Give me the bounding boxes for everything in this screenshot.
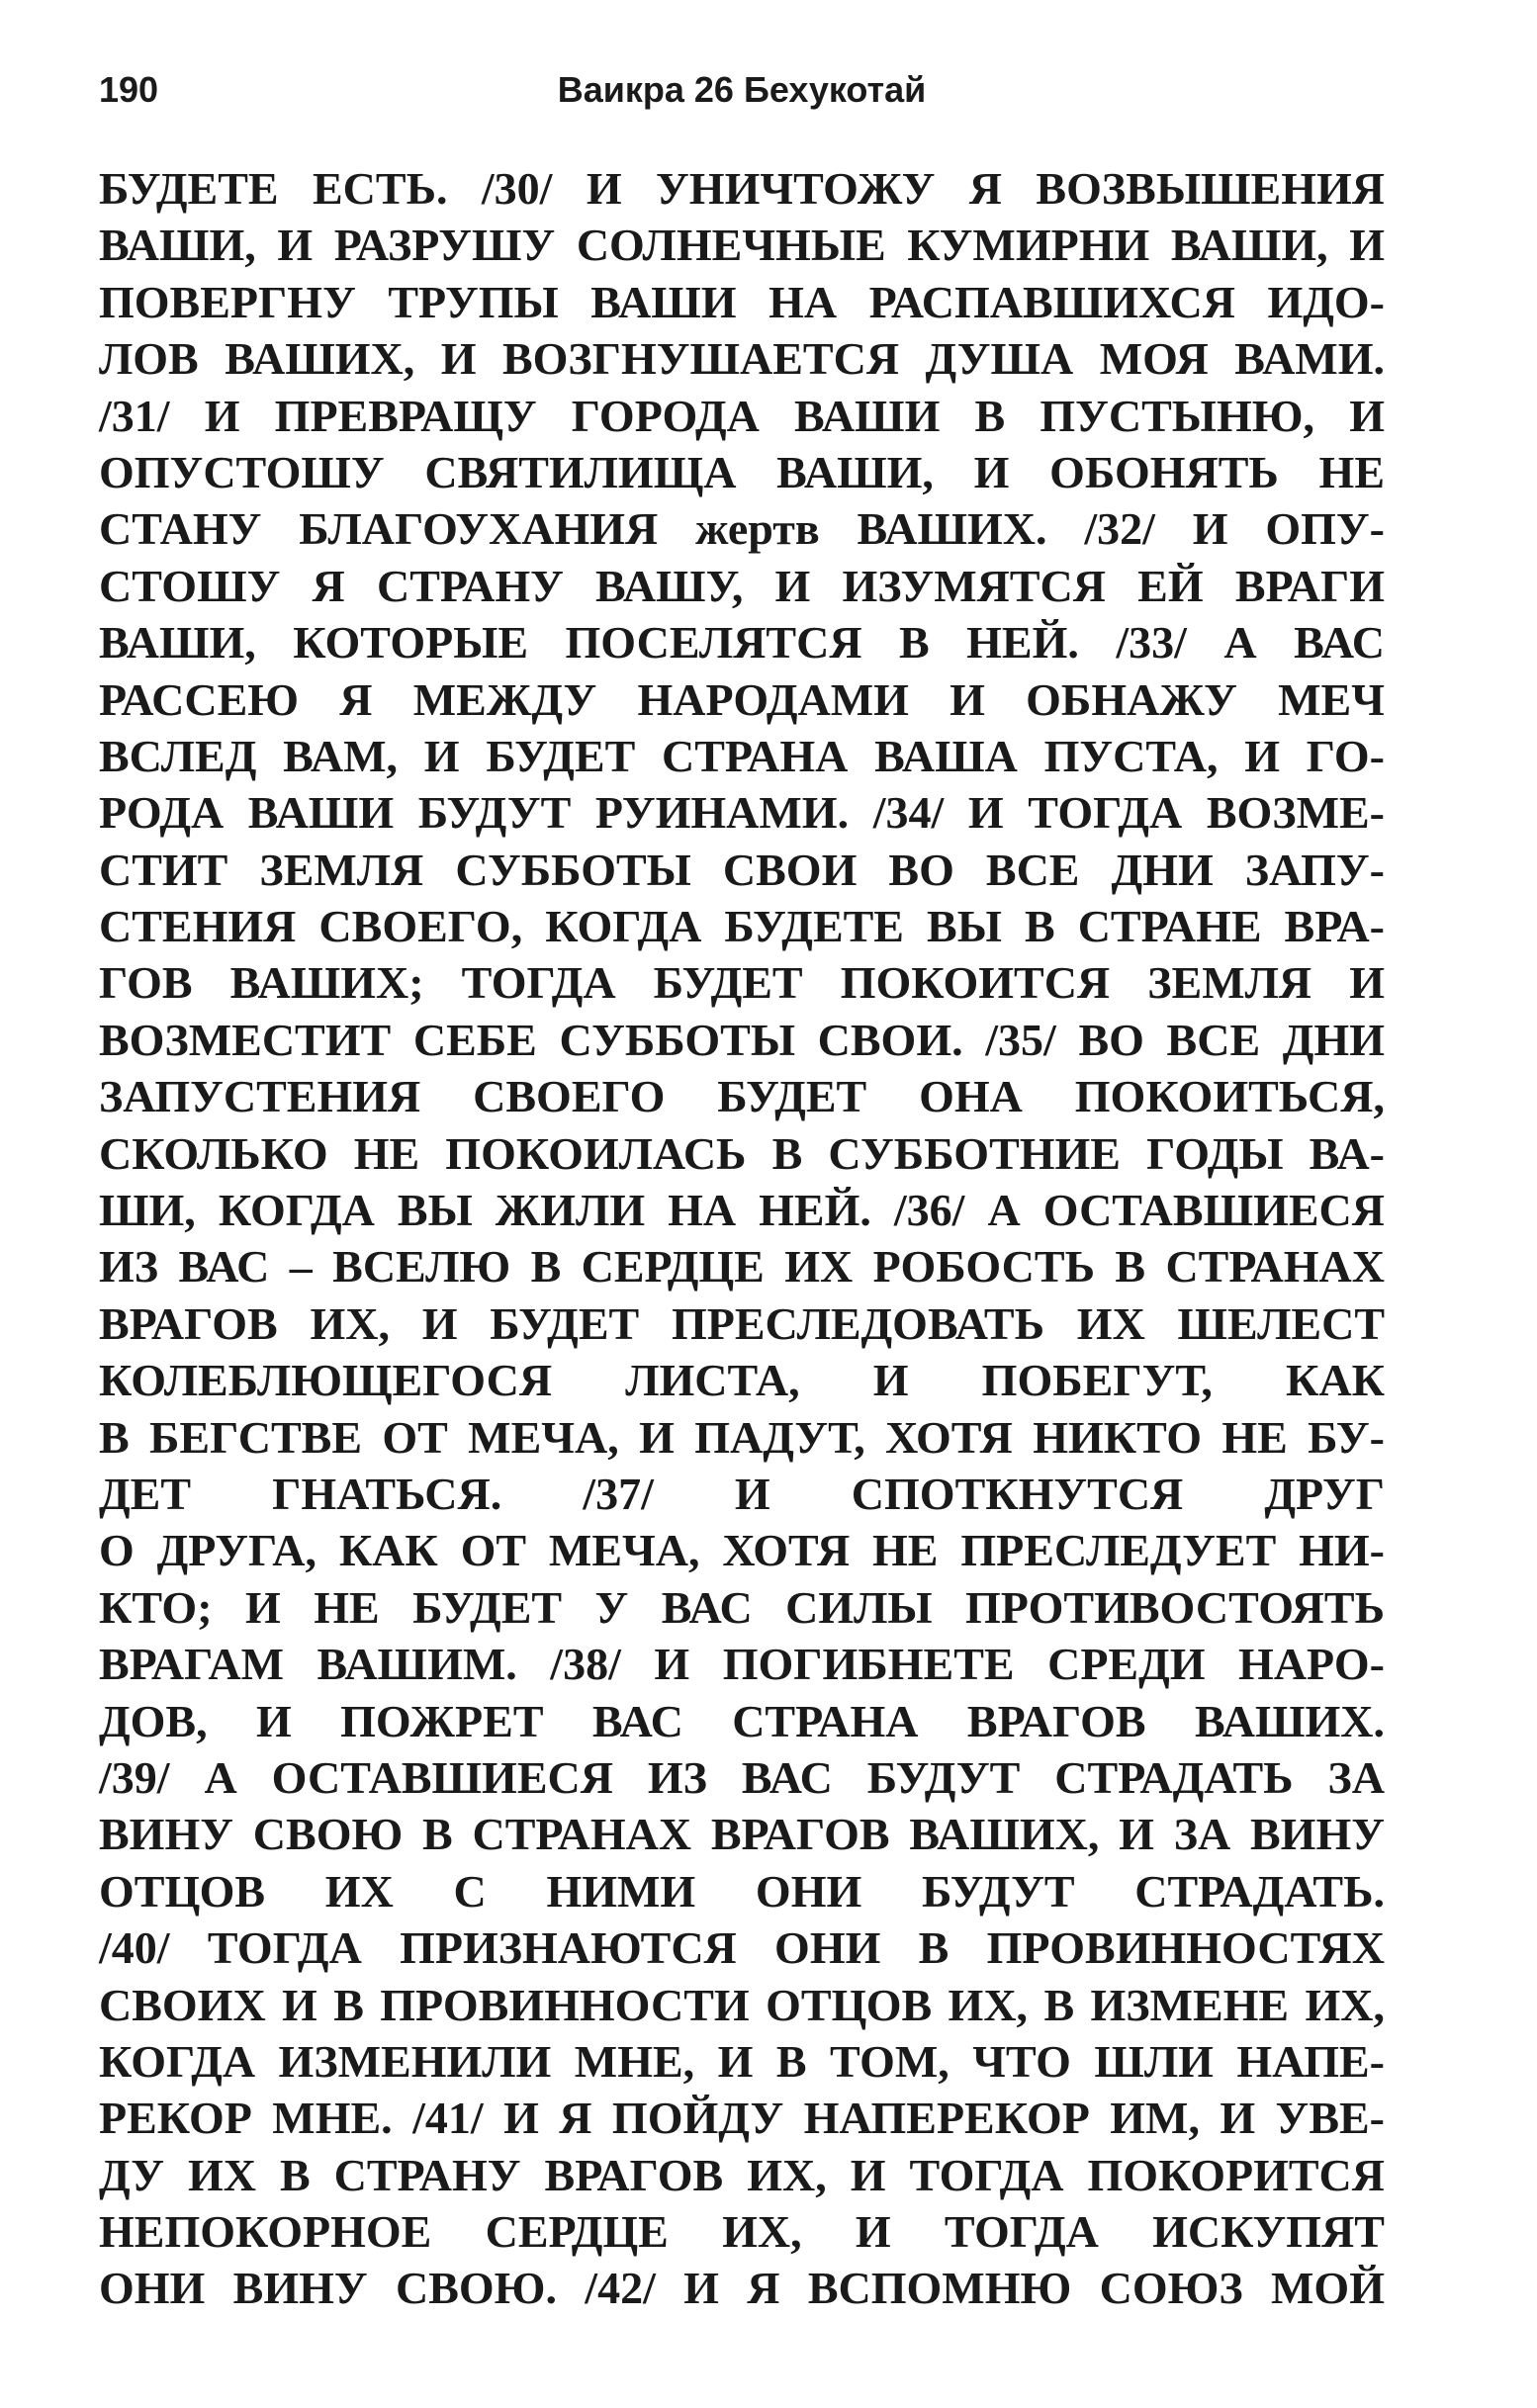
text-line: О ДРУГА, КАК ОТ МЕЧА, ХОТЯ НЕ ПРЕСЛЕДУЕТ НИ- <box>99 1525 1385 1576</box>
text-line: ДУ ИХ В СТРАНУ ВРАГОВ ИХ, И ТОГДА ПОКОРИТСЯ <box>99 2149 1385 2200</box>
text-line: ГОВ ВАШИХ; ТОГДА БУДЕТ ПОКОИТСЯ ЗЕМЛЯ И <box>99 957 1385 1009</box>
text-line: РАССЕЮ Я МЕЖДУ НАРОДАМИ И ОБНАЖУ МЕЧ <box>99 673 1385 725</box>
text-line: ОТЦОВ ИХ С НИМИ ОНИ БУДУТ СТРАДАТЬ. <box>99 1865 1385 1917</box>
text-line: СКОЛЬКО НЕ ПОКОИЛАСЬ В СУББОТНИЕ ГОДЫ ВА- <box>99 1127 1385 1179</box>
text-line: СТИТ ЗЕМЛЯ СУББОТЫ СВОИ ВО ВСЕ ДНИ ЗАПУ- <box>99 844 1385 895</box>
text-line: /39/ А ОСТАВШИЕСЯ ИЗ ВАС БУДУТ СТРАДАТЬ ЗА <box>99 1751 1385 1803</box>
text-line: ДОВ, И ПОЖРЕТ ВАС СТРАНА ВРАГОВ ВАШИХ. <box>99 1695 1385 1746</box>
text-line: СВОИХ И В ПРОВИННОСТИ ОТЦОВ ИХ, В ИЗМЕНЕ ИХ, <box>99 1979 1385 2030</box>
text-line: ОПУСТОШУ СВЯТИЛИЩА ВАШИ, И ОБОНЯТЬ НЕ <box>99 446 1385 497</box>
text-line: ВОЗМЕСТИТ СЕБЕ СУББОТЫ СВОИ. /35/ ВО ВСЕ ДНИ <box>99 1014 1385 1065</box>
text-line: БУДЕТЕ ЕСТЬ. /30/ И УНИЧТОЖУ Я ВОЗВЫШЕНИЯ <box>99 163 1385 214</box>
body-text <box>99 160 1385 2317</box>
text-line: ОНИ ВИНУ СВОЮ. /42/ И Я ВСПОМНЮ СОЮЗ МОЙ <box>99 2263 1385 2314</box>
text-line: РОДА ВАШИ БУДУТ РУИНАМИ. /34/ И ТОГДА ВОЗМЕ- <box>99 787 1385 839</box>
text-line: СТАНУ БЛАГОУХАНИЯ жертв ВАШИХ. /32/ И ОПУ- <box>99 503 1385 555</box>
text-line: ВАШИ, И РАЗРУШУ СОЛНЕЧНЫЕ КУМИРНИ ВАШИ, И <box>99 220 1385 271</box>
text-line: ВРАГАМ ВАШИМ. /38/ И ПОГИБНЕТЕ СРЕДИ НАРО- <box>99 1639 1385 1690</box>
text-line: КТО; И НЕ БУДЕТ У ВАС СИЛЫ ПРОТИВОСТОЯТЬ <box>99 1581 1385 1633</box>
text-line: ПОВЕРГНУ ТРУПЫ ВАШИ НА РАСПАВШИХСЯ ИДО- <box>99 276 1385 327</box>
text-line: ВАШИ, КОТОРЫЕ ПОСЕЛЯТСЯ В НЕЙ. /33/ А ВАС <box>99 617 1385 669</box>
text-line: ДЕТ ГНАТЬСЯ. /37/ И СПОТКНУТСЯ ДРУГ <box>99 1468 1385 1519</box>
text-line: В БЕГСТВЕ ОТ МЕЧА, И ПАДУТ, ХОТЯ НИКТО НЕ БУ- <box>99 1411 1385 1463</box>
page-header <box>99 69 1385 119</box>
text-line: ИЗ ВАС – ВСЕЛЮ В СЕРДЦЕ ИХ РОБОСТЬ В СТРАНАХ <box>99 1241 1385 1293</box>
text-line: ВРАГОВ ИХ, И БУДЕТ ПРЕСЛЕДОВАТЬ ИХ ШЕЛЕСТ <box>99 1297 1385 1349</box>
text-line: /40/ ТОГДА ПРИЗНАЮТСЯ ОНИ В ПРОВИННОСТЯХ <box>99 1922 1385 1974</box>
text-line: СТЕНИЯ СВОЕГО, КОГДА БУДЕТЕ ВЫ В СТРАНЕ ВРА- <box>99 901 1385 952</box>
page-number: 190 <box>99 69 159 110</box>
text-line: ВИНУ СВОЮ В СТРАНАХ ВРАГОВ ВАШИХ, И ЗА ВИНУ <box>99 1809 1385 1860</box>
text-line: ВСЛЕД ВАМ, И БУДЕТ СТРАНА ВАША ПУСТА, И ГО- <box>99 730 1385 781</box>
text-line: ЛОВ ВАШИХ, И ВОЗГНУШАЕТСЯ ДУША МОЯ ВАМИ. <box>99 333 1385 385</box>
text-line: ЗАПУСТЕНИЯ СВОЕГО БУДЕТ ОНА ПОКОИТЬСЯ, <box>99 1071 1385 1122</box>
text-line: ШИ, КОГДА ВЫ ЖИЛИ НА НЕЙ. /36/ А ОСТАВШИЕСЯ <box>99 1185 1385 1236</box>
text-line: СТОШУ Я СТРАНУ ВАШУ, И ИЗУМЯТСЯ ЕЙ ВРАГИ <box>99 560 1385 611</box>
text-line: КОЛЕБЛЮЩЕГОСЯ ЛИСТА, И ПОБЕГУТ, КАК <box>99 1355 1385 1406</box>
running-title: Ваикра 26 Бехукотай <box>557 69 927 110</box>
text-line: НЕПОКОРНОЕ СЕРДЦЕ ИХ, И ТОГДА ИСКУПЯТ <box>99 2206 1385 2258</box>
text-line: КОГДА ИЗМЕНИЛИ МНЕ, И В ТОМ, ЧТО ШЛИ НАПЕ- <box>99 2035 1385 2087</box>
text-line: /31/ И ПРЕВРАЩУ ГОРОДА ВАШИ В ПУСТЫНЮ, И <box>99 390 1385 441</box>
text-line: РЕКОР МНЕ. /41/ И Я ПОЙДУ НАПЕРЕКОР ИМ, И УВЕ- <box>99 2093 1385 2144</box>
